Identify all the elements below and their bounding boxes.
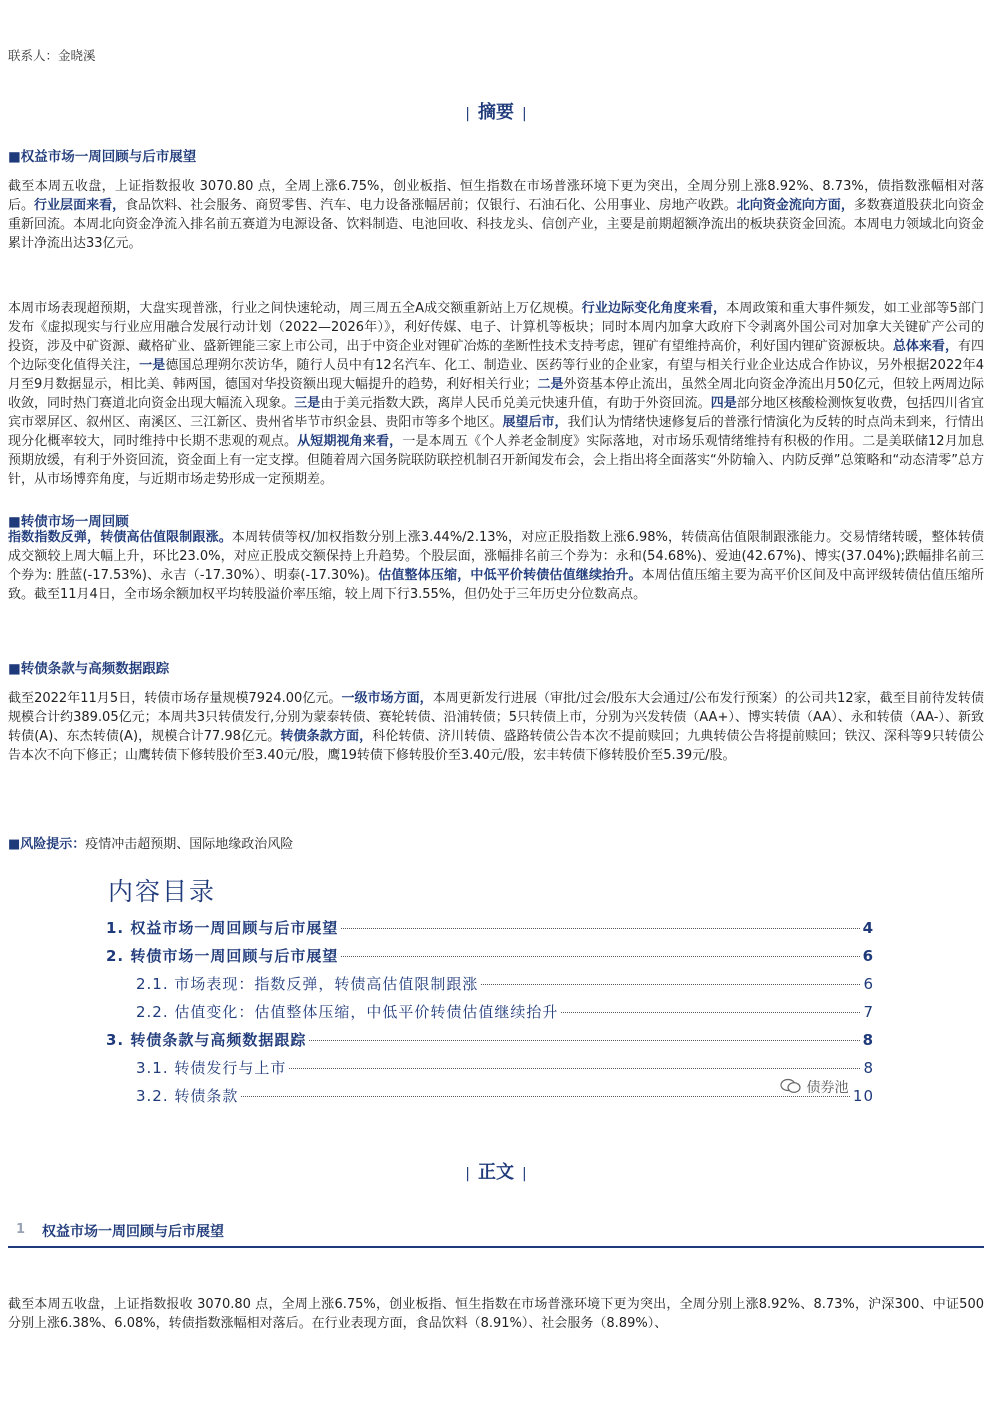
- watermark: [780, 1077, 848, 1097]
- cb-terms-heading: ■转债条款与高频数据跟踪: [8, 661, 170, 677]
- highlight-span: 行业层面来看，: [34, 198, 126, 213]
- chat-bubble-icon: [780, 1078, 802, 1094]
- highlight-span: 估值整体压缩，中低平价转债估值继续抬升。: [378, 568, 642, 583]
- highlight-span: 一是: [139, 358, 166, 373]
- toc-item-label: 2.2. 估值变化：估值整体压缩，中低平价转债估值继续抬升: [136, 1003, 559, 1021]
- highlight-span: 指数指数反弹，转债高估值限制跟涨。: [8, 530, 232, 545]
- text-span: 本周政策和重大事件频发，如工业部等5部门发布《虚拟现实与行业应用融合发展行动计划（2022—2026年）》，利好传媒、电子、计算机等板块；同时本周内加拿大政府下令剥离外国公司对加拿大关键矿产公司的投资，涉及中矿资源、藏格矿业、盛新锂能三家上市公司，出于中资企业对锂矿冶炼的垄断性技术支持考虑，锂矿有望维持高价，利好国内锂矿资源板块。: [8, 301, 984, 354]
- toc-item-page: 10: [852, 1087, 874, 1105]
- title-bar-left: |: [465, 106, 470, 122]
- title-bar-right: |: [522, 106, 527, 122]
- text-span: 德国总理朔尔茨访华，随行人员中有12名汽车、化工、制造业、医药等行业的企业家，有望与相关行业企业达成合作协议，另外根据2022年4月至9月数据显示，相比美、韩两国，德国对华投资额出现大幅提升的趋势，利好相关行业；: [8, 358, 984, 392]
- text-span: 科伦转债、济川转债、盛路转债公告本次不提前赎回；九典转债公告将提前赎回；铁汉、深科等9只转债公告本次不向下修正；山鹰转债下修转股价至3.40元/股，鹰19转债下修转股价至3.40元/股，宏丰转债下修转股价至5.39元/股。: [8, 729, 984, 763]
- toc-item-page: 8: [863, 1059, 874, 1077]
- toc-item-label: 2. 转债市场一周回顾与后市展望: [106, 947, 339, 965]
- highlight-span: 总体来看，: [892, 339, 958, 354]
- risk-text: 疫情冲击超预期、国际地缘政治风险: [85, 837, 294, 852]
- toc-title: 内容目录: [108, 877, 217, 906]
- toc-leader: [341, 928, 859, 929]
- text-span: 本周市场表现超预期，大盘实现普涨，行业之间快速轮动，周三周五全A成交额重新站上万亿规模。: [8, 301, 582, 316]
- highlight-span: 四是: [710, 396, 737, 411]
- highlight-span: 一级市场方面，: [341, 691, 433, 706]
- text-span: 本周更新发行进展（审批/过会/股东大会通过/公布发行预案）的公司共12家，截至目前待发转债规模合计约389.05亿元；本周共3只转债发行,分别为蒙泰转债、赛轮转债、沿浦转债；5只转债上市，分别为兴发转债（AA+）、博实转债（AA）、永和转债（AA-）、新致转债(A)、东杰转债(A)，规模合计77.98亿元。: [8, 691, 984, 744]
- watermark-text: 债券池: [806, 1080, 849, 1096]
- text-span: 一是本周五《个人养老金制度》实际落地，对市场乐观情绪维持有积极的作用。二是美联储12月加息预期放缓，有利于外资回流，资金面上有一定支撑。但随着周六国务院联防联控机制召开新闻发布会，会上指出将全面落实“外防输入、内防反弹”总策略和“动态清零”总方针，从市场博弈角度，与近期市场走势形成一定预期差。: [8, 434, 984, 487]
- summary-title: [0, 98, 992, 124]
- title-bar-right: |: [522, 1166, 527, 1182]
- toc-item-page: 6: [863, 975, 874, 993]
- equity-review-paragraph: [8, 177, 984, 253]
- toc-item-2[interactable]: [106, 945, 874, 966]
- cb-review-heading: ■转债市场一周回顾: [8, 514, 129, 530]
- body-title-text: 正文: [478, 1162, 514, 1183]
- body-title: [0, 1158, 992, 1184]
- body-paragraph: 截至本周五收盘，上证指数报收 3070.80 点，全周上涨6.75%，创业板指、恒生指数在市场普涨环境下更为突出，全周分别上涨8.92%、8.73%，沪深300、中证500分别上涨6.38%、6.08%，转债指数涨幅相对落后。在行业表现方面，食品饮料（8.91%）、社会服务（8.89%）、: [8, 1297, 984, 1331]
- contact-person: 联系人：金晓溪: [8, 48, 96, 63]
- highlight-span: 转债条款方面，: [280, 729, 373, 744]
- market-outlook-paragraph: [8, 299, 984, 489]
- text-span: 由于美元指数大跌，离岸人民币兑美元快速升值，有助于外资回流。: [320, 396, 711, 411]
- toc-leader: [241, 1096, 850, 1097]
- cb-terms-paragraph: [8, 689, 984, 765]
- highlight-span: 展望后市，: [502, 415, 568, 430]
- toc-item-label: 3. 转债条款与高频数据跟踪: [106, 1031, 307, 1049]
- toc-item-3-2[interactable]: [136, 1085, 874, 1106]
- text-span: 截至本周五收盘，上证指数报收 3070.80 点，全周上涨6.75%，创业板指、恒生指数在市场普涨环境下更为突出，全周分别上涨8.92%、8.73%，债指数涨幅相对落后。: [8, 179, 984, 213]
- toc-leader: [289, 1068, 860, 1069]
- text-span: 外资基本停止流出，虽然全周北向资金净流出月50亿元，但较上两周边际收敛，同时热门赛道北向资金出现大幅流入现象。: [8, 377, 984, 411]
- toc-leader: [309, 1040, 859, 1041]
- highlight-span: 二是: [537, 377, 564, 392]
- toc-item-3-1[interactable]: [136, 1057, 874, 1078]
- toc-item-2-1[interactable]: [136, 973, 874, 994]
- toc-item-page: 8: [862, 1031, 874, 1049]
- toc-item-page: 4: [862, 919, 874, 937]
- section-heading: 权益市场一周回顾与后市展望: [42, 1224, 224, 1240]
- text-span: 多数赛道股获北向资金重新回流。本周北向资金净流入排名前五赛道为电源设备、饮料制造、电池回收、科技龙头、信创产业，主要是前期超额净流出的板块获资金回流。本周电力领域北向资金累计净流出达33亿元。: [8, 198, 984, 251]
- toc-leader: [341, 956, 859, 957]
- section-number: 1: [16, 1222, 26, 1237]
- text-span: 本周估值压缩主要为高平价区间及中高评级转债估值压缩所致。截至11月4日，全市场余额加权平均转股溢价率压缩，较上周下行3.55%，但仍处于三年历史分位数高点。: [8, 568, 984, 602]
- risk-label: ■风险提示：: [8, 837, 86, 852]
- text-span: 截至2022年11月5日，转债市场存量规模7924.00亿元。: [8, 691, 342, 706]
- highlight-span: 行业边际变化角度来看，: [581, 301, 727, 316]
- highlight-span: 三是: [294, 396, 321, 411]
- toc-item-label: 3.2. 转债条款: [136, 1087, 239, 1105]
- toc-item-3[interactable]: [106, 1029, 874, 1050]
- toc-item-page: 7: [863, 1003, 874, 1021]
- toc-item-1[interactable]: [106, 917, 874, 938]
- text-span: 部分地区核酸检测恢复收费，包括四川省宜宾市翠屏区、叙州区、南溪区、三江新区、贵州省毕节市织金县、贵阳市等多个地区。: [8, 396, 984, 430]
- cb-review-paragraph: [8, 528, 984, 604]
- toc-leader: [481, 984, 860, 985]
- toc-item-page: 6: [862, 947, 874, 965]
- toc-leader: [561, 1012, 860, 1013]
- text-span: 有四个边际变化值得关注，: [8, 339, 984, 373]
- summary-title-text: 摘要: [478, 102, 514, 123]
- toc-item-label: 1. 权益市场一周回顾与后市展望: [106, 919, 339, 937]
- highlight-span: 北向资金流向方面，: [736, 198, 854, 213]
- toc-item-label: 3.1. 转债发行与上市: [136, 1059, 287, 1077]
- highlight-span: 从短期视角来看，: [297, 434, 403, 449]
- section-divider: [8, 1246, 984, 1248]
- text-span: 我们认为情绪快速修复后的普涨行情演化为反转的时点尚未到来，行情出现分化概率较大，同时维持中长期不悲观的观点。: [8, 415, 984, 449]
- title-bar-left: |: [465, 1166, 470, 1182]
- toc-item-2-2[interactable]: [136, 1001, 874, 1022]
- text-span: 食品饮料、社会服务、商贸零售、汽车、电力设备涨幅居前；仅银行、石油石化、公用事业、房地产收跌。: [125, 198, 737, 213]
- risk-note: [8, 833, 293, 852]
- toc-item-label: 2.1. 市场表现：指数反弹，转债高估值限制跟涨: [136, 975, 479, 993]
- equity-review-heading: ■权益市场一周回顾与后市展望: [8, 149, 197, 165]
- text-span: 本周转债等权/加权指数分别上涨3.44%/2.13%，对应正股指数上涨6.98%，转债高估值限制跟涨能力。交易情绪转暖，整体转债成交额较上周大幅上升，环比23.0%，对应正股成交额保持上升趋势。个股层面，涨幅排名前三个券为：永和(54.68%)、爱迪(42.67%)、博实(37.04%);跌幅排名前三个券为: 胜蓝(-17.53%)、永吉（-17.30%）、明泰(-17.30%)。: [8, 530, 984, 583]
